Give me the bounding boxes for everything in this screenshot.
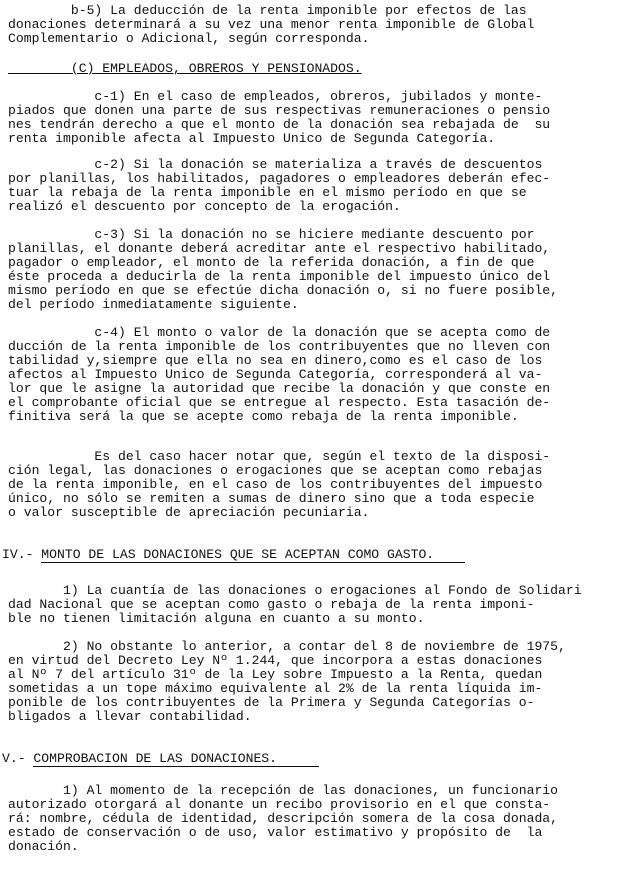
text-line: realizó el descuento por concepto de la erogación. — [8, 199, 401, 214]
text-line: afectos al Impuesto Unico de Segunda Categoría, corresponderá al va- — [8, 367, 543, 382]
text-line: ducción de la renta imponible de los contribuyentes que no lleven con — [8, 339, 551, 354]
text-line: único, no sólo se remiten a sumas de dinero sino que a toda especie — [8, 491, 535, 506]
text-line: de la renta imponible, en el caso de los contribuyentes del impuesto — [8, 477, 543, 492]
text-line: 2) No obstante lo anterior, a contar del 8 de noviembre de 1975, — [8, 639, 566, 654]
text-line: donación. — [8, 839, 79, 854]
text-line: Es del caso hacer notar que, según el texto de la disposi- — [8, 449, 551, 464]
section-title: (C) EMPLEADOS, OBREROS Y PENSIONADOS. — [8, 61, 362, 76]
text-line: ble no tienen limitación alguna en cuanto a su monto. — [8, 611, 425, 626]
text-line: autorizado otorgará al donante un recibo provisorio en el que consta- — [8, 797, 551, 812]
text-line: pagador o empleador, el monto de la referida donación, a fin de que — [8, 255, 535, 270]
text-line: éste proceda a deducirla de la renta imponible del impuesto único del — [8, 269, 551, 284]
text-line: o valor susceptible de apreciación pecuniaria. — [8, 505, 370, 520]
text-line: 1) Al momento de la recepción de las donaciones, un funcionario — [8, 783, 559, 798]
text-line: en virtud del Decreto Ley Nº 1.244, que incorpora a estas donaciones — [8, 653, 543, 668]
text-line: 1) La cuantía de las donaciones o erogaciones al Fondo de Solidari — [8, 583, 582, 598]
heading-underline — [41, 562, 465, 563]
text-line: al Nº 7 del artículo 31º de la Ley sobre Impuesto a la Renta, quedan — [8, 667, 543, 682]
text-line: renta imponible afecta al Impuesto Unico de Segunda Categoría. — [8, 131, 496, 146]
text-line: del período inmediatamente siguiente. — [8, 297, 299, 312]
text-line: piados que donen una parte de sus respectivas remuneraciones o pensio — [8, 103, 551, 118]
text-line: mismo período en que se efectúe dicha donación o, si no fuere posible, — [8, 283, 559, 298]
text-line: ción legal, las donaciones o erogaciones que se aceptan como rebajas — [8, 463, 543, 478]
section-title: V.- COMPROBACION DE LAS DONACIONES. — [2, 751, 278, 766]
text-line: estado de conservación o de uso, valor estimativo y propósito de la — [8, 825, 543, 840]
text-line: tuar la rebaja de la renta imponible en el mismo período en que se — [8, 185, 527, 200]
text-line: Complementario o Adicional, según corresponda. — [8, 31, 370, 46]
text-line: sometidas a un tope máximo equivalente al 2% de la renta líquida im- — [8, 681, 543, 696]
text-line: dad Nacional que se aceptan como gasto o rebaja de la renta imponi- — [8, 597, 535, 612]
text-line: b-5) La deducción de la renta imponible por efectos de las — [8, 3, 527, 18]
text-line: c-2) Si la donación se materializa a través de descuentos — [8, 157, 543, 172]
text-line: por planillas, los habilitados, pagadores o empleadores deberán efec- — [8, 171, 551, 186]
text-line: ponible de los contribuyentes de la Primera y Segunda Categorías o- — [8, 695, 535, 710]
text-line: c-4) El monto o valor de la donación que se acepta como de — [8, 325, 551, 340]
text-line: el comprobante oficial que se entregue al respecto. Esta tasación de- — [8, 395, 551, 410]
text-line: lor que le asigne la autoridad que recibe la donación y que conste en — [8, 381, 551, 396]
text-line: c-3) Si la donación no se hiciere mediante descuento por — [8, 227, 535, 242]
text-line: finitiva será la que se acepte como rebaja de la renta imponible. — [8, 409, 519, 424]
heading-underline — [33, 766, 319, 767]
text-line: rá: nombre, cédula de identidad, descripción somera de la cosa donada, — [8, 811, 559, 826]
text-line: planillas, el donante deberá acreditar ante el respectivo habilitado, — [8, 241, 551, 256]
text-line: donaciones determinará a su vez una menor renta imponible de Global — [8, 17, 535, 32]
text-line: c-1) En el caso de empleados, obreros, jubilados y monte- — [8, 89, 543, 104]
section-title: IV.- MONTO DE LAS DONACIONES QUE SE ACEPTAN COMO GASTO. — [2, 547, 435, 562]
text-line: tabilidad y,siempre que ella no sea en dinero,como es el caso de los — [8, 353, 543, 368]
text-line: bligados a llevar contabilidad. — [8, 709, 252, 724]
text-line: nes tendrán derecho a que el monto de la donación sea rebajada de su — [8, 117, 551, 132]
